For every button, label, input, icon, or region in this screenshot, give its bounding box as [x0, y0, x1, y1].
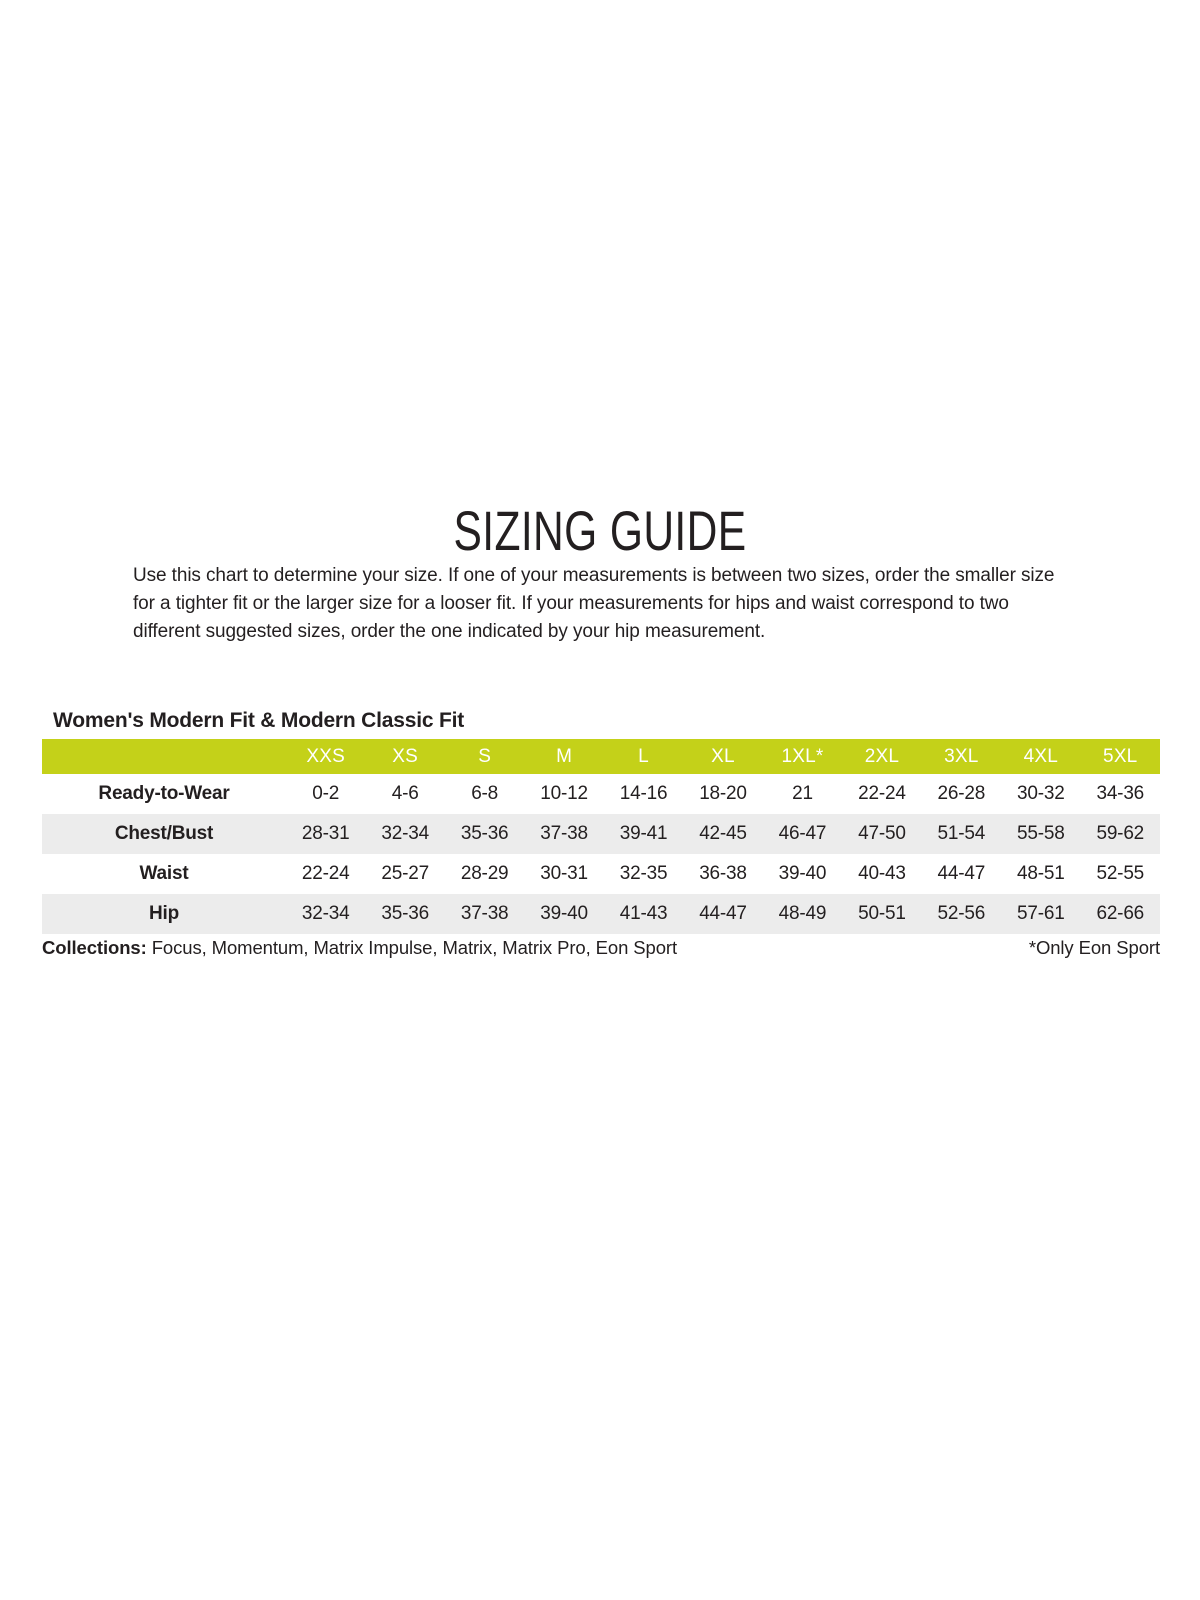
size-value-cell: 41-43 [619, 903, 668, 924]
size-value-cell: 35-36 [460, 823, 509, 844]
size-table [42, 739, 1160, 934]
size-value-cell: 39-40 [778, 863, 827, 884]
size-value-cell: 4-6 [391, 783, 419, 804]
intro-paragraph: Use this chart to determine your size. If one of your measurements is between two sizes, order the smaller size for a tighter fit or the larger size for a looser fit. If your measurements for hips and waist correspond to two different suggested sizes, order the one indicated by your hip measurement. [133, 565, 1055, 642]
size-value-cell: 34-36 [1096, 783, 1145, 804]
size-column-header: XL [683, 739, 762, 774]
size-value-cell: 32-34 [381, 823, 429, 844]
size-value-cell: 32-35 [619, 863, 668, 884]
footnote: *Only Eon Sport [1028, 937, 1160, 958]
size-value-cell: 39-40 [540, 903, 588, 924]
size-value-cell: 30-31 [540, 863, 588, 884]
size-value-cell: 55-58 [1017, 823, 1065, 844]
collections-list: Focus, Momentum, Matrix Impulse, Matrix, Matrix Pro, Eon Sport [151, 937, 678, 958]
size-value-cell: 40-43 [858, 863, 906, 884]
size-value-cell: 28-31 [301, 823, 350, 844]
size-column-header: 1XL* [763, 739, 842, 774]
size-column-header: XXS [286, 739, 365, 774]
size-value-cell: 30-32 [1017, 783, 1065, 804]
size-value-cell: 35-36 [381, 903, 429, 924]
size-value-cell: 50-51 [858, 903, 906, 924]
size-value-cell: 48-49 [778, 903, 827, 924]
size-value-cell: 42-45 [699, 823, 747, 844]
size-value-cell: 47-50 [858, 823, 906, 844]
size-value-cell: 28-29 [460, 863, 509, 884]
size-value-cell: 25-27 [381, 863, 429, 884]
size-table-body [42, 774, 1160, 934]
size-value-cell: 37-38 [460, 903, 509, 924]
size-value-cell: 44-47 [937, 863, 986, 884]
size-value-cell: 39-41 [619, 823, 668, 844]
row-label: Ready-to-Wear [98, 783, 230, 804]
table-row [42, 814, 1160, 854]
size-value-cell: 37-38 [540, 823, 588, 844]
size-value-cell: 22-24 [301, 863, 350, 884]
table-row [42, 854, 1160, 894]
chart-footer [42, 937, 1160, 959]
size-column-header: 5XL [1081, 739, 1160, 774]
row-label: Waist [139, 863, 189, 884]
size-value-cell: 18-20 [699, 783, 747, 804]
size-value-cell: 36-38 [699, 863, 747, 884]
size-value-cell: 52-56 [937, 903, 986, 924]
size-value-cell: 57-61 [1017, 903, 1065, 924]
size-column-header: L [604, 739, 683, 774]
size-value-cell: 62-66 [1096, 903, 1145, 924]
collections-line [42, 937, 677, 959]
size-value-cell: 10-12 [540, 783, 588, 804]
size-column-header: S [445, 739, 524, 774]
collections-label: Collections: [42, 937, 147, 958]
size-value-cell: 59-62 [1096, 823, 1145, 844]
size-table-header-row [42, 739, 1160, 774]
size-value-cell: 14-16 [619, 783, 668, 804]
size-value-cell: 26-28 [937, 783, 986, 804]
size-column-header-blank [42, 739, 286, 774]
size-value-cell: 6-8 [471, 783, 499, 804]
size-column-header: 4XL [1001, 739, 1080, 774]
size-value-cell: 51-54 [937, 823, 986, 844]
size-value-cell: 52-55 [1096, 863, 1145, 884]
table-row [42, 774, 1160, 814]
size-value-cell: 46-47 [778, 823, 827, 844]
size-value-cell: 22-24 [858, 783, 906, 804]
size-chart [42, 739, 1160, 934]
size-column-header: M [524, 739, 603, 774]
size-value-cell: 32-34 [301, 903, 350, 924]
row-label: Hip [148, 903, 179, 924]
size-value-cell: 21 [792, 783, 813, 804]
page-title: SIZING GUIDE [453, 498, 747, 562]
size-column-header: XS [365, 739, 444, 774]
row-label: Chest/Bust [114, 823, 214, 844]
size-column-header: 2XL [842, 739, 921, 774]
size-value-cell: 44-47 [699, 903, 747, 924]
size-column-header: 3XL [922, 739, 1001, 774]
size-value-cell: 0-2 [312, 783, 340, 804]
size-chart-heading: Women's Modern Fit & Modern Classic Fit [53, 709, 465, 733]
table-row [42, 894, 1160, 934]
size-value-cell: 48-51 [1017, 863, 1065, 884]
